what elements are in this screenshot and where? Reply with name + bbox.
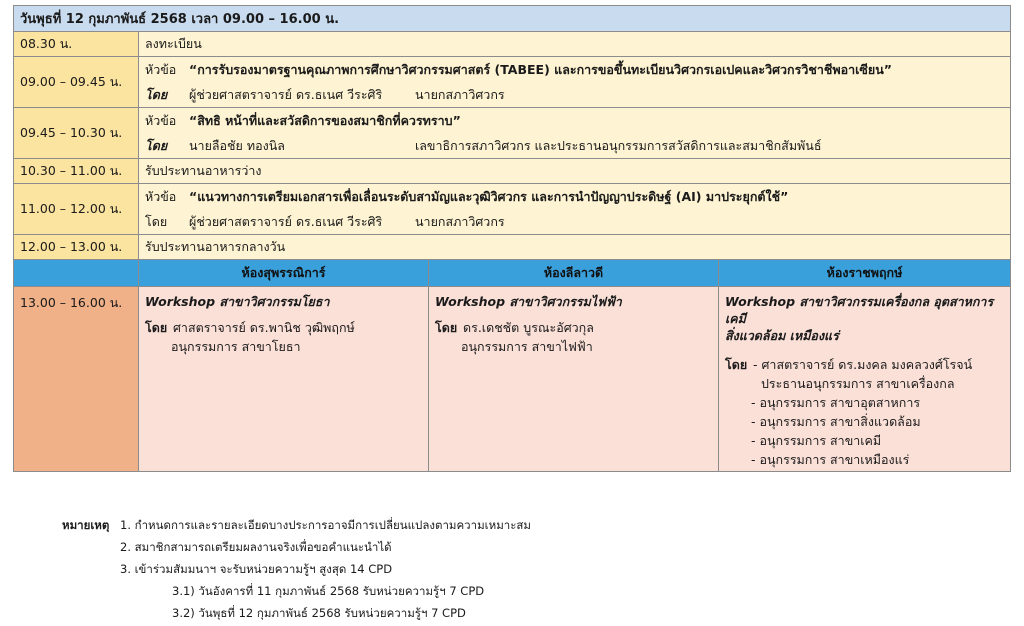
by-label: โดย [145,87,168,102]
schedule-row [14,57,1011,108]
workshop-cell [719,287,1011,472]
session-cell [139,108,1011,159]
workshop-cell [429,287,719,472]
workshop-title-continued: สิ่งแวดล้อม เหมืองแร่ [725,328,839,343]
workshop-speaker: ศาสตราจารย์ ดร.พานิช วุฒิพฤกษ์ [173,320,355,335]
session-cell [139,57,1011,108]
notes-section [62,514,531,624]
by-label: โดย [435,320,458,335]
schedule-row [14,159,1011,184]
workshop-role: อนุกรรมการ สาขาโยธา [171,339,301,354]
schedule-row [14,184,1011,235]
activity-cell: ลงทะเบียน [139,32,1011,57]
session-topic: “สิทธิ หน้าที่และสวัสดิการของสมาชิกที่ควรทราบ” [189,113,461,128]
speaker-name: นายลือชัย ทองนิล [189,138,285,153]
speaker-position: นายกสภาวิศวกร [415,87,505,102]
session-topic: “การรับรองมาตรฐานคุณภาพการศึกษาวิศวกรรมศาสตร์ (TABEE) และการขอขึ้นทะเบียนวิศวกรเอเปคและวิศวกรวิชาชีพอาเซียน” [189,62,892,77]
note-item: 1. กำหนดการและรายละเอียดบางประการอาจมีการเปลี่ยนแปลงตามความเหมาะสม [120,518,532,532]
time-cell: 13.00 – 16.00 น. [14,287,139,472]
workshop-member: - อนุกรรมการ สาขาเหมืองแร่ [751,452,910,467]
time-cell: 12.00 – 13.00 น. [14,235,139,260]
workshop-member: - อนุกรรมการ สาขาอุตสาหการ [751,395,921,410]
schedule-row [14,108,1011,159]
by-label: โดย [725,357,748,372]
workshop-role: อนุกรรมการ สาขาไฟฟ้า [461,339,593,354]
schedule-row [14,32,1011,57]
time-cell: 11.00 – 12.00 น. [14,184,139,235]
by-label: โดย [145,214,168,229]
speaker-name: ผู้ช่วยศาสตราจารย์ ดร.ธเนศ วีระศิริ [189,214,383,229]
room-name: ห้องราชพฤกษ์ [719,260,1011,287]
workshop-cell [139,287,429,472]
session-cell [139,184,1011,235]
topic-label: หัวข้อ [145,189,177,204]
room-name: ห้องลีลาวดี [429,260,719,287]
by-label: โดย [145,320,168,335]
note-subitem: 3.2) วันพุธที่ 12 กุมภาพันธ์ 2568 รับหน่วยความรู้ฯ 7 CPD [172,606,466,620]
time-cell: 10.30 – 11.00 น. [14,159,139,184]
by-label: โดย [145,138,168,153]
time-cell: 09.00 – 09.45 น. [14,57,139,108]
room-header-blank [14,260,139,287]
note-item: 3. เข้าร่วมสัมมนาฯ จะรับหน่วยความรู้ฯ สูงสุด 14 CPD [120,562,393,576]
speaker-position: นายกสภาวิศวกร [415,214,505,229]
notes-label: หมายเหตุ [62,518,110,532]
activity-cell: รับประทานอาหารกลางวัน [139,235,1011,260]
speaker-position: เลขาธิการสภาวิศวกร และประธานอนุกรรมการสวัสดิการและสมาชิกสัมพันธ์ [415,138,822,153]
time-cell: 09.45 – 10.30 น. [14,108,139,159]
activity-cell: รับประทานอาหารว่าง [139,159,1011,184]
speaker-name: ผู้ช่วยศาสตราจารย์ ดร.ธเนศ วีระศิริ [189,87,383,102]
room-name: ห้องสุพรรณิการ์ [139,260,429,287]
time-cell: 08.30 น. [14,32,139,57]
schedule-date-header: วันพุธที่ 12 กุมภาพันธ์ 2568 เวลา 09.00 – 16.00 น. [14,6,1011,32]
workshop-member: - อนุกรรมการ สาขาเคมี [751,433,882,448]
workshop-row [14,287,1011,472]
note-item: 2. สมาชิกสามารถเตรียมผลงานจริงเพื่อขอคำแนะนำได้ [120,540,392,554]
workshop-title: Workshop สาขาวิศวกรรมไฟฟ้า [435,294,622,309]
workshop-title: Workshop สาขาวิศวกรรมโยธา [145,294,330,309]
workshop-role: ประธานอนุกรรมการ สาขาเครื่องกล [761,376,955,391]
workshop-title: Workshop สาขาวิศวกรรมเครื่องกล อุตสาหการ เคมี [725,294,994,326]
workshop-speaker: - ศาสตราจารย์ ดร.มงคล มงคลวงศ์โรจน์ [753,357,973,372]
session-topic: “แนวทางการเตรียมเอกสารเพื่อเลื่อนระดับสามัญและวุฒิวิศวกร และการนำปัญญาประดิษฐ์ (AI) มาประยุกต์ใช้” [189,189,789,204]
workshop-speaker: ดร.เดชชัต บูรณะอัศวกุล [463,320,594,335]
topic-label: หัวข้อ [145,62,177,77]
schedule-table [13,5,1011,472]
schedule-header-row [14,6,1011,32]
note-subitem: 3.1) วันอังคารที่ 11 กุมภาพันธ์ 2568 รับหน่วยความรู้ฯ 7 CPD [172,584,485,598]
topic-label: หัวข้อ [145,113,177,128]
room-header-row [14,260,1011,287]
workshop-member: - อนุกรรมการ สาขาสิ่งแวดล้อม [751,414,921,429]
schedule-row [14,235,1011,260]
